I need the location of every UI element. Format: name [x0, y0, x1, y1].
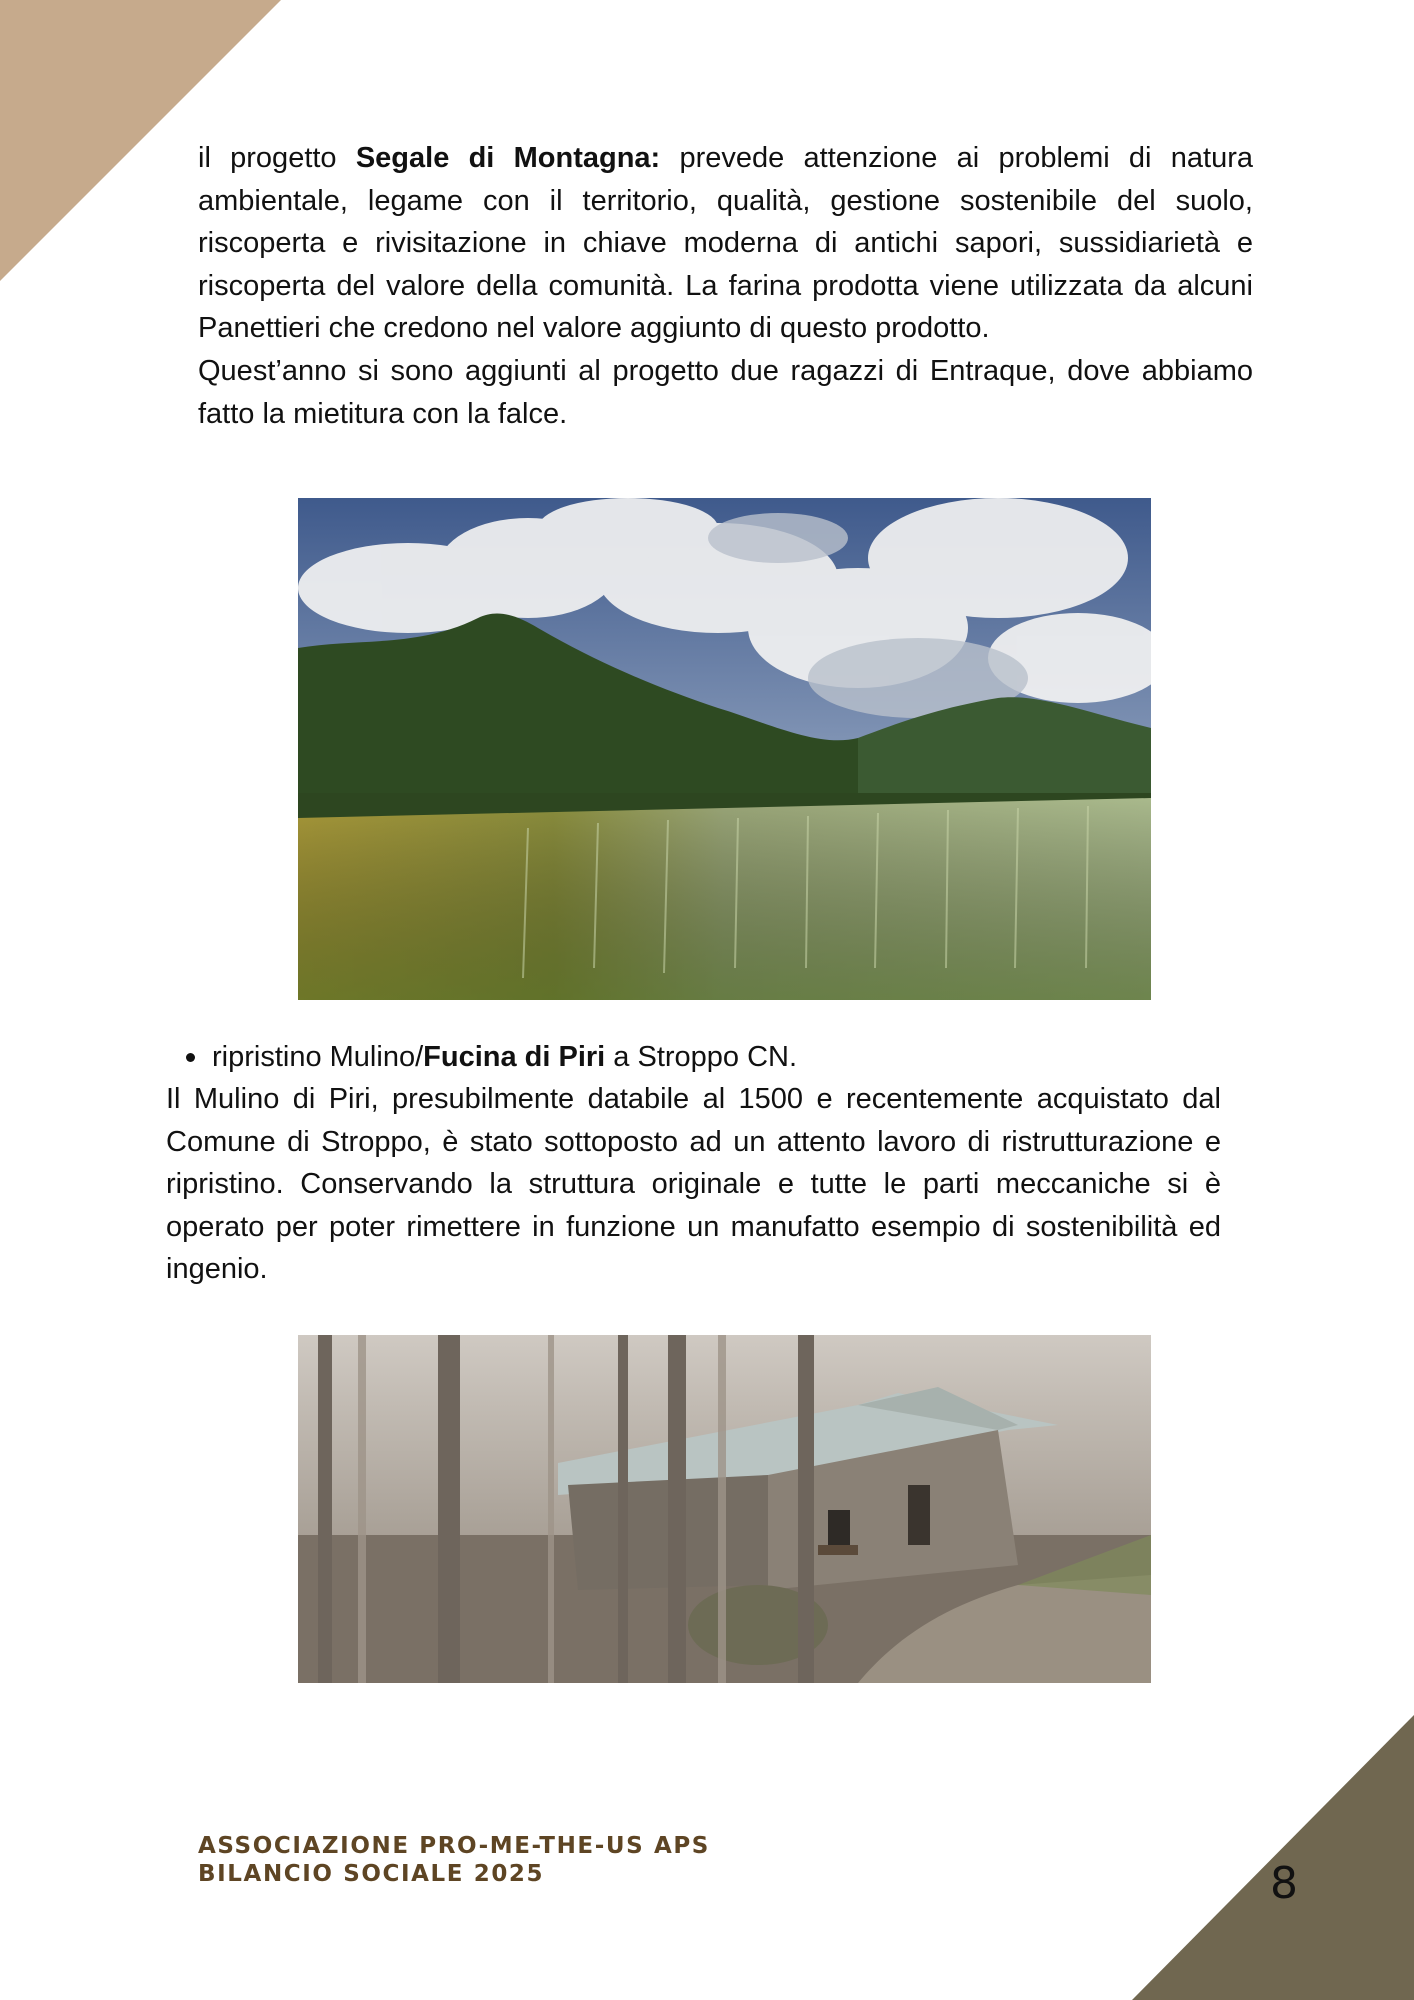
- paragraph-body-text: prevede attenzione ai problemi di natura ambientale, legame con il territorio, qualità, gestione sostenibile del suolo, riscoperta e rivisitazione in chiave moderna di antichi sapori, sussidiarietà e riscoperta del valore della comunità. La farina prodotta viene utilizzata da alcuni Panettieri che credono nel valore aggiunto di questo prodotto.: [198, 142, 1253, 345]
- paragraph-mulino-di-piri: Il Mulino di Piri, presubilmente databile al 1500 e recentemente acquistato dal Comune di Stroppo, è stato sottoposto ad un attento lavoro di ristrutturazione e ripristino. Conservando la struttura originale e tutte le parti meccaniche si è operato per poter rimettere in funzione un manufatto esempio di sostenibilità ed ingenio.: [166, 1083, 1221, 1286]
- footer-report-title: BILANCIO SOCIALE 2025: [198, 1861, 545, 1887]
- page-number: 8: [1270, 1858, 1298, 1909]
- photo-rye-field-mountains: [298, 498, 1151, 1000]
- bullet-rest-text: a Stroppo CN.: [605, 1041, 798, 1073]
- photo-stone-mill-house: [298, 1335, 1151, 1683]
- project-name-bold: Segale di Montagna:: [355, 142, 661, 174]
- footer-org-name: ASSOCIAZIONE PRO-ME-THE-US APS: [198, 1833, 710, 1859]
- bullet-text: [212, 1036, 797, 1079]
- footer-organization: [198, 1832, 710, 1888]
- bullet-bold-text: Fucina di Piri: [423, 1041, 606, 1073]
- bullet-item-mulino: [186, 1036, 797, 1079]
- bullet-dot: [186, 1053, 195, 1062]
- paragraph-segale-di-montagna: [198, 137, 1253, 350]
- paragraph-lead-text: il progetto: [198, 142, 356, 174]
- bullet-lead-text: ripristino Mulino/: [212, 1041, 424, 1073]
- paragraph-entraque: Quest’anno si sono aggiunti al progetto due ragazzi di Entraque, dove abbiamo fatto la mietitura con la falce.: [198, 355, 1253, 430]
